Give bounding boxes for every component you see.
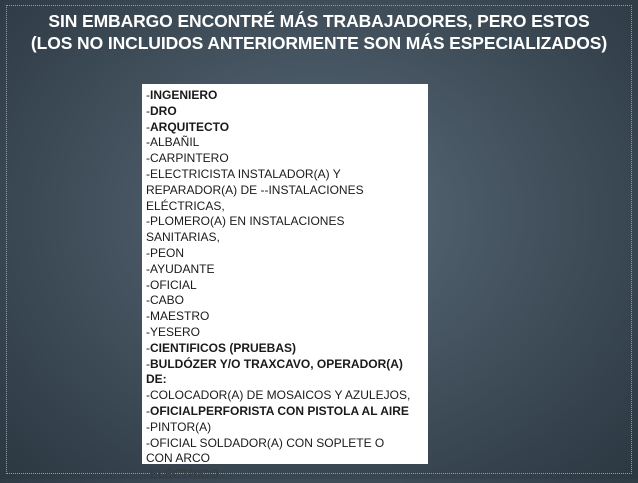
- list-item-text: -ELECTRICISTA INSTALADOR(A) Y: [146, 166, 341, 181]
- list-item-text: OFICIALPERFORISTA CON PISTOLA AL AIRE: [150, 403, 409, 418]
- workers-list-box: [142, 84, 428, 482]
- workers-list: [146, 88, 426, 483]
- list-item: [146, 436, 426, 452]
- slide-title-line-2: (LOS NO INCLUIDOS ANTERIORMENTE SON MÁS ESPECIALIZADOS): [30, 33, 608, 53]
- list-item: [146, 388, 426, 404]
- list-item: [146, 357, 426, 373]
- list-item: [146, 293, 426, 309]
- list-item: [146, 341, 426, 357]
- list-item-prefix: -: [146, 103, 150, 118]
- slide-title-line-1: SIN EMBARGO ENCONTRÉ MÁS TRABAJADORES, PERO ESTOS: [48, 11, 590, 31]
- list-item-text: INGENIERO: [150, 88, 218, 102]
- list-item: [146, 467, 426, 483]
- list-item-text: -AYUDANTE: [146, 261, 215, 276]
- list-item-text: -CARPINTERO: [146, 151, 229, 166]
- list-item: [146, 230, 426, 246]
- list-item-prefix: -: [146, 340, 150, 355]
- list-item: [146, 246, 426, 262]
- list-item-text: -MAESTRO: [146, 309, 210, 324]
- slide-title: [0, 10, 638, 54]
- list-item-text: -ALBAÑIL: [146, 135, 200, 150]
- list-item: [146, 151, 426, 167]
- list-item-text: -OFICIAL: [146, 277, 197, 292]
- list-item-text: BULDÓZER Y/O TRAXCAVO, OPERADOR(A): [150, 356, 403, 371]
- list-item-text: CIENTIFICOS (PRUEBAS): [150, 340, 297, 355]
- list-item-prefix: -: [146, 119, 150, 134]
- list-item-text: -PINTOR(A): [146, 419, 212, 434]
- list-item: [146, 199, 426, 215]
- list-item-text: ARQUITECTO: [150, 119, 230, 134]
- list-item-text: -OFICIAL SOLDADOR(A) CON SOPLETE O: [146, 435, 385, 450]
- list-item: [146, 325, 426, 341]
- list-item: [146, 262, 426, 278]
- list-item-text: -PEON: [146, 245, 185, 260]
- list-item: [146, 183, 426, 199]
- list-item: [146, 167, 426, 183]
- list-item-text: DE:: [146, 372, 167, 387]
- list-item: [146, 278, 426, 294]
- list-item: [146, 120, 426, 136]
- list-item: [146, 451, 426, 467]
- list-item-text: ELÉCTRICAS,: [146, 198, 225, 213]
- list-item-text: CON ARCO: [146, 451, 211, 466]
- list-item-text: REPARADOR(A) DE --INSTALACIONES: [146, 182, 364, 197]
- list-item: [146, 420, 426, 436]
- list-item-text: DRO: [150, 103, 177, 118]
- list-item-text: SANITARIAS,: [146, 230, 220, 245]
- list-item: [146, 309, 426, 325]
- list-item: [146, 88, 426, 104]
- list-item: [146, 214, 426, 230]
- list-item-prefix: -: [146, 356, 150, 371]
- list-item-text: -PLOMERO(A) EN INSTALACIONES: [146, 214, 345, 229]
- list-item-prefix: -: [146, 403, 150, 418]
- list-item-prefix: -: [146, 88, 150, 102]
- list-item-text: -ELÉCTRICO: [146, 467, 219, 482]
- list-item-text: -CABO: [146, 293, 185, 308]
- list-item-text: -COLOCADOR(A) DE MOSAICOS Y AZULEJOS,: [146, 388, 411, 403]
- list-item: [146, 104, 426, 120]
- list-item: [146, 135, 426, 151]
- list-item: [146, 372, 426, 388]
- list-item: [146, 404, 426, 420]
- list-item-text: -YESERO: [146, 324, 201, 339]
